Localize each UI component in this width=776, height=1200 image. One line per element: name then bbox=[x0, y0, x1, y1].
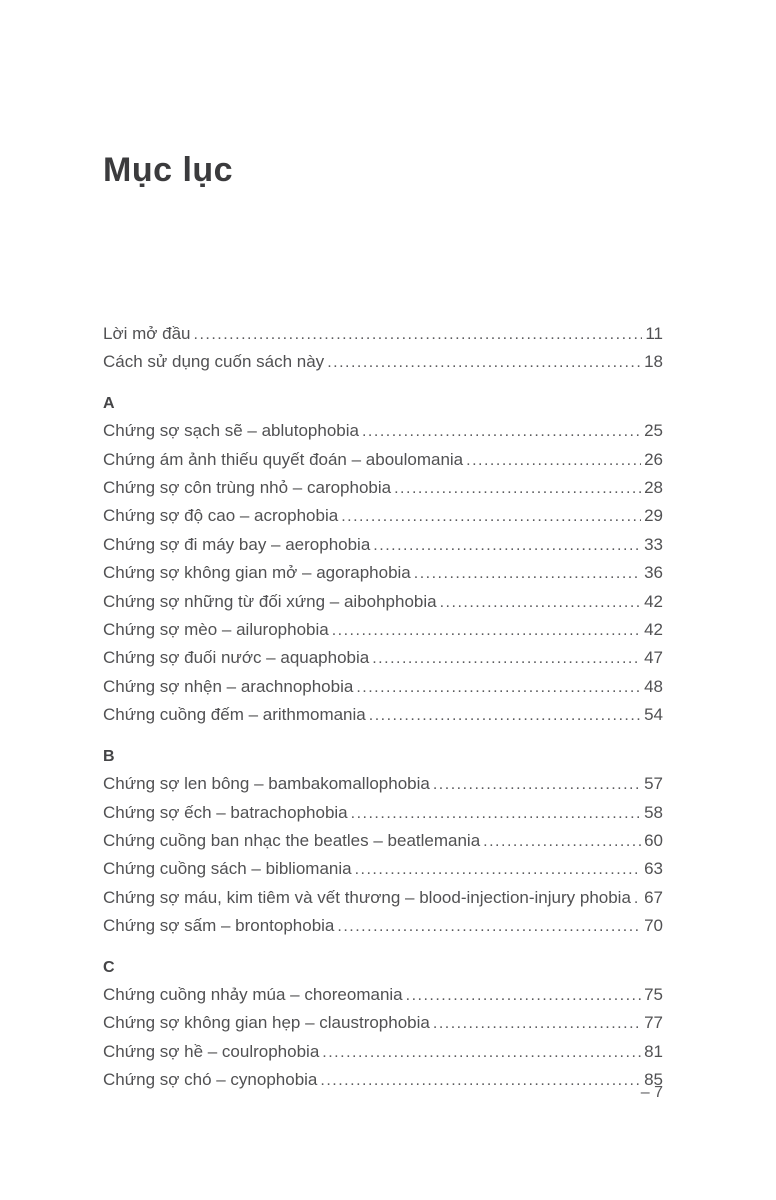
toc-entry-label: Chứng sợ hề – coulrophobia bbox=[103, 1041, 320, 1061]
dot-leader bbox=[320, 1066, 641, 1094]
toc-row bbox=[103, 644, 663, 672]
toc-entry-page: 28 bbox=[644, 478, 663, 498]
toc-entry-page: 33 bbox=[644, 534, 663, 554]
dot-leader bbox=[194, 320, 643, 348]
toc-front-list bbox=[103, 320, 663, 377]
section-letter: B bbox=[103, 747, 115, 765]
toc-entry-page: 75 bbox=[644, 984, 663, 1004]
dot-leader bbox=[433, 1009, 641, 1037]
toc-row bbox=[103, 701, 663, 729]
toc-entry-label: Cách sử dụng cuốn sách này bbox=[103, 352, 325, 372]
toc-row bbox=[103, 559, 663, 587]
toc-entry-page: 77 bbox=[644, 1013, 663, 1033]
toc-entry-page: 25 bbox=[644, 421, 663, 441]
dot-leader bbox=[483, 827, 641, 855]
dot-leader bbox=[356, 673, 641, 701]
toc-row bbox=[103, 474, 663, 502]
toc-entry-page: 18 bbox=[644, 352, 663, 372]
toc-row bbox=[103, 588, 663, 616]
dot-leader bbox=[337, 912, 641, 940]
toc-entry-page: 63 bbox=[644, 859, 663, 879]
toc-entry-label: Chứng sợ sấm – brontophobia bbox=[103, 916, 335, 936]
dot-leader bbox=[373, 531, 641, 559]
toc-entry-label: Chứng sợ ếch – batrachophobia bbox=[103, 802, 348, 822]
dot-leader bbox=[332, 616, 641, 644]
dot-leader bbox=[394, 474, 641, 502]
toc-sections bbox=[103, 390, 663, 1095]
toc-row bbox=[103, 446, 663, 474]
toc-entry-label: Chứng sợ đi máy bay – aerophobia bbox=[103, 534, 371, 554]
toc-entry-page: 47 bbox=[644, 648, 663, 668]
toc-row bbox=[103, 531, 663, 559]
table-of-contents bbox=[103, 320, 663, 1095]
toc-entry-label: Lời mở đầu bbox=[103, 324, 191, 343]
dot-leader bbox=[369, 701, 641, 729]
toc-entry-label: Chứng sợ nhện – arachnophobia bbox=[103, 676, 354, 696]
dot-leader bbox=[414, 559, 641, 587]
toc-entry-page: 58 bbox=[644, 802, 663, 822]
page-number: – 7 bbox=[640, 1084, 663, 1101]
toc-row bbox=[103, 855, 663, 883]
toc-row bbox=[103, 417, 663, 445]
toc-entry-label: Chứng ám ảnh thiếu quyết đoán – aboulomania bbox=[103, 449, 464, 469]
toc-entry-label: Chứng sợ len bông – bambakomallophobia bbox=[103, 774, 430, 794]
toc-row bbox=[103, 981, 663, 1009]
toc-entry-label: Chứng cuồng đếm – arithmomania bbox=[103, 705, 366, 725]
toc-row bbox=[103, 770, 663, 798]
dot-leader bbox=[322, 1038, 641, 1066]
toc-entry-label: Chứng cuồng ban nhạc the beatles – beatlemania bbox=[103, 830, 481, 850]
toc-entry-label: Chứng cuồng nhảy múa – choreomania bbox=[103, 984, 403, 1004]
toc-entry-page: 70 bbox=[644, 916, 663, 936]
toc-entry-label: Chứng sợ mèo – ailurophobia bbox=[103, 620, 329, 640]
toc-entry-page: 42 bbox=[644, 591, 663, 611]
toc-entry-page: 29 bbox=[644, 506, 663, 526]
toc-entry-label: Chứng sợ đuối nước – aquaphobia bbox=[103, 648, 370, 668]
dot-leader bbox=[406, 981, 641, 1009]
toc-row bbox=[103, 348, 663, 376]
toc-row bbox=[103, 1009, 663, 1037]
toc-entry-label: Chứng sợ chó – cynophobia bbox=[103, 1070, 318, 1090]
dot-leader bbox=[351, 799, 641, 827]
dot-leader bbox=[440, 588, 641, 616]
toc-entry-page: 60 bbox=[644, 830, 663, 850]
toc-entry-label: Chứng sợ máu, kim tiêm và vết thương – blood-injection-injury phobia bbox=[103, 887, 631, 907]
toc-row bbox=[103, 1066, 663, 1094]
toc-entry-label: Chứng sợ không gian mở – agoraphobia bbox=[103, 563, 411, 583]
toc-entry-label: Chứng sợ những từ đối xứng – aibohphobia bbox=[103, 591, 437, 611]
toc-entry-page: 11 bbox=[645, 324, 663, 343]
toc-row bbox=[103, 827, 663, 855]
toc-entry-page: 67 bbox=[644, 887, 663, 907]
toc-entry-label: Chứng sợ độ cao – acrophobia bbox=[103, 506, 339, 526]
section-letter: A bbox=[103, 394, 115, 412]
toc-row bbox=[103, 502, 663, 530]
toc-entry-page: 81 bbox=[644, 1041, 663, 1061]
dot-leader bbox=[634, 884, 641, 912]
toc-row bbox=[103, 799, 663, 827]
toc-entry-page: 42 bbox=[644, 620, 663, 640]
toc-entry-page: 54 bbox=[644, 705, 663, 725]
dot-leader bbox=[355, 855, 641, 883]
toc-entry-label: Chứng sợ không gian hẹp – claustrophobia bbox=[103, 1013, 430, 1033]
toc-row bbox=[103, 616, 663, 644]
toc-row bbox=[103, 1038, 663, 1066]
toc-entry-page: 48 bbox=[644, 676, 663, 696]
toc-entry-label: Chứng cuồng sách – bibliomania bbox=[103, 859, 352, 879]
dot-leader bbox=[362, 417, 641, 445]
toc-entry-page: 26 bbox=[644, 449, 663, 469]
dot-leader bbox=[327, 348, 641, 376]
dot-leader bbox=[341, 502, 641, 530]
toc-entry-page: 85 bbox=[644, 1070, 663, 1090]
dot-leader bbox=[372, 644, 641, 672]
toc-entry-label: Chứng sợ côn trùng nhỏ – carophobia bbox=[103, 478, 392, 498]
toc-row bbox=[103, 673, 663, 701]
dot-leader bbox=[466, 446, 641, 474]
dot-leader bbox=[433, 770, 641, 798]
toc-entry-page: 57 bbox=[644, 774, 663, 794]
toc-row bbox=[103, 912, 663, 940]
toc-row bbox=[103, 320, 663, 348]
page-title: Mục lục bbox=[103, 150, 234, 189]
toc-row bbox=[103, 884, 663, 912]
section-letter: C bbox=[103, 958, 115, 976]
toc-entry-label: Chứng sợ sạch sẽ – ablutophobia bbox=[103, 421, 359, 441]
toc-entry-page: 36 bbox=[644, 563, 663, 583]
